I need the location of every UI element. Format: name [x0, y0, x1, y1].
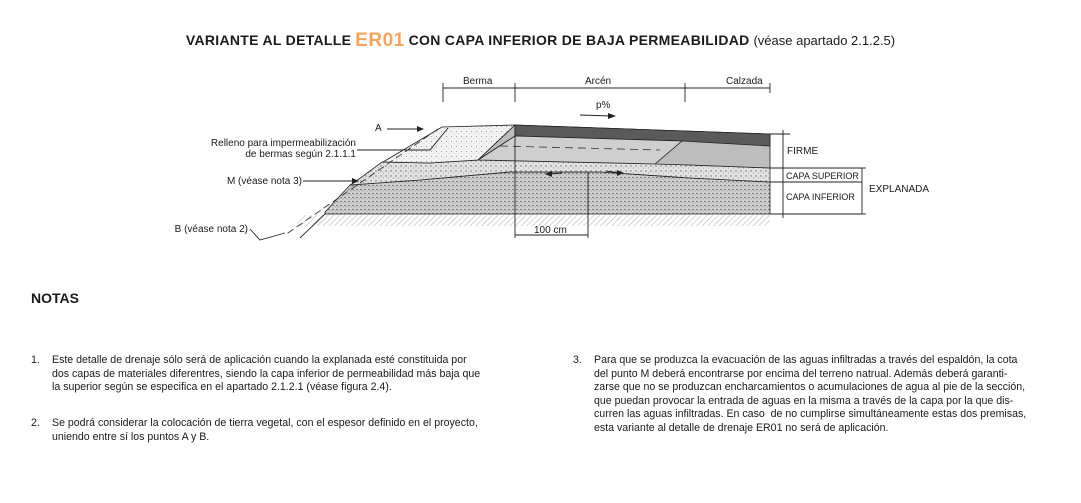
detail-code: ER01 [355, 30, 405, 51]
label-capa-superior: CAPA SUPERIOR [786, 171, 859, 181]
natural-ground-hatch [296, 215, 770, 226]
label-explanada: EXPLANADA [869, 184, 930, 195]
note-number: 3. [573, 354, 582, 366]
notes-heading: NOTAS [31, 290, 79, 306]
label-firme: FIRME [787, 146, 819, 157]
label-point-b: B (véase nota 2) [174, 224, 248, 235]
label-capa-inferior: CAPA INFERIOR [786, 192, 855, 202]
note-text: Se podrá considerar la colocación de tierra vegetal, con el espesor definido en el proyecto, uniendo entre sí los puntos A y B. [52, 417, 478, 443]
label-relleno-line2: de bermas según 2.1.1.1 [245, 149, 356, 160]
label-dimension-100cm: 100 cm [534, 225, 567, 236]
note-text: Este detalle de drenaje sólo será de aplicación cuando la explanada esté constituida por dos capas de materiales diferentres, siendo la capa inferior de permeabilidad más baja que la superior según se especifica en el apartado 2.1.2.1 (véase figura 2.4). [52, 354, 481, 393]
label-point-a: A [375, 123, 382, 134]
title-suffix: CON CAPA INFERIOR DE BAJA PERMEABILIDAD [408, 32, 750, 48]
label-slope: p% [596, 100, 611, 111]
slope-arrow-head [608, 113, 616, 119]
title-reference: (véase apartado 2.1.2.5) [753, 33, 896, 48]
label-calzada: Calzada [726, 76, 763, 87]
label-relleno-line1: Relleno para impermeabilización [210, 138, 356, 149]
label-berma: Berma [463, 76, 493, 87]
label-relleno [150, 138, 356, 160]
note-number: 1. [31, 354, 40, 366]
title-prefix: VARIANTE AL DETALLE [185, 32, 352, 48]
label-arcen: Arcén [585, 76, 612, 87]
note-number: 2. [31, 417, 40, 429]
label-point-m: M (véase nota 3) [226, 176, 302, 187]
note-text: Para que se produzca la evacuación de las aguas infiltradas a través del espaldón, la cota del punto M deberá encontrarse por encima del terreno natrual. Además deberá garanti- zarse que no se produzcan encharcamientos o acumulaciones de agua al pie de la sección, que puedan provocar la entrada de aguas en la misma a través de la capa por la que dis- curren las aguas infiltradas. En caso de no cumplirse simultáneamente estas dos premisas, esta variante al detalle de drenaje ER01 no será de aplicación. [594, 354, 1027, 434]
arcen-base-layer [478, 136, 682, 164]
